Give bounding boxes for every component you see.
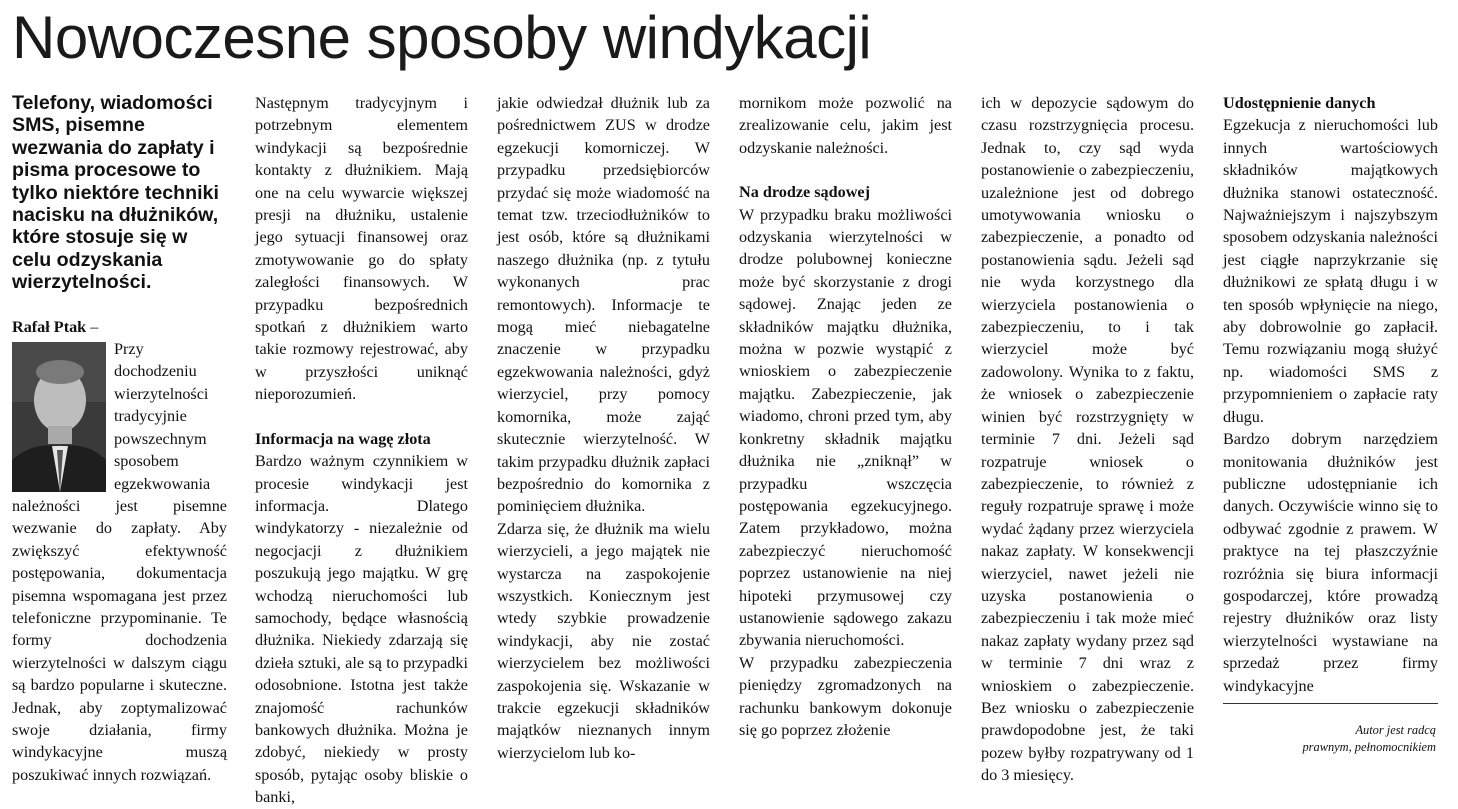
section-heading: Na drodze sądowej	[739, 183, 870, 202]
author-note-line-1: Autor jest radcą	[1355, 723, 1436, 737]
author-note-line-2: prawnym, pełnomocnikiem	[1302, 740, 1436, 754]
author-paragraph: Przy dochodzeniu wierzytelności tradycyjnie powszechnym sposobem egzekwowania należności jest pisemne wezwanie do zapłaty. Aby zwiększyć efektywność postępowania, dokumentacja pisemna wspomagana jest przez telefoniczne przypominanie. Te formy dochodzenia wierzytelności w dalszym ciągu są bardzo popularne i skuteczne. Jednak, aby zoptymalizować swoje działania, firmy windykacyjne muszą poszukiwać innych rozwiązań.	[12, 340, 227, 784]
paragraph: ich w depozycie sądowym do czasu rozstrzygnięcia procesu. Jednak to, czy sąd wyda postanowienie o zabezpieczeniu, uzależnione jest od dobrego umotywowania wniosku o zabezpieczenie, a ponadto od postanowienia sądu. Jeżeli sąd nie wyda korzystnego dla wierzyciela postanowienia o zabezpieczeniu, to i tak wierzyciel może być zadowolony. Wynika to z faktu, że wniosek o zabezpieczenie winien być rozstrzygnięty w terminie 7 dni. Jeżeli sąd rozpatruje wniosek o zabezpieczenie, to również z reguły rozpatruje sprawę i może wydać żądany przez wierzyciela nakaz zapłaty. W konsekwencji wierzyciel, nawet jeżeli nie uzyska postanowienia o zabezpieczeniu i tak może mieć nakaz zapłaty wydany przez sąd w terminie 7 dni wraz z wnioskiem o zabezpieczenie. Bez wniosku o zabezpieczenie prawdopodobne jest, że taki pozew byłby rozpatrywany od 1 do 3 miesięcy.	[981, 94, 1194, 785]
author-note	[1302, 722, 1436, 756]
author-name: Rafał Ptak	[12, 317, 87, 336]
column-1	[12, 92, 227, 786]
article-lead: Telefony, wiadomości SMS, pisemne wezwania do zapłaty i pisma procesowe to tylko niektóre techniki nacisku na dłużników, które stosuje się w celu odzyskania wierzytelności.	[12, 92, 219, 294]
author-dash: –	[86, 317, 99, 336]
column-5	[981, 92, 1194, 787]
paragraph: Bardzo ważnym czynnikiem w procesie windykacji jest informacja. Dlatego windykatorzy - niezależnie od negocjacji z dłużnikiem poszukują jego majątku. W grę wchodzą nieruchomości lub samochody, będące własnością dłużnika. Niekiedy zdarzają się dzieła sztuki, ale są to przypadki odosobnione. Istotna jest także znajomość rachunków bankowych dłużnika. Można je zdobyć, niekiedy w prosty sposób, pytając osoby bliskie o banki,	[255, 452, 468, 807]
paragraph: Następnym tradycyjnym i potrzebnym elementem windykacji są bezpośrednie kontakty z dłużnikiem. Mają one na celu wywarcie większej presji na dłużniku, ustalenie jego sytuacji finansowej oraz zmotywowanie go do spłaty zaległości finansowych. W przypadku bezpośrednich spotkań z dłużnikiem warto takie rozmowy rejestrować, aby w przyszłości uniknąć nieporozumień.	[255, 94, 468, 404]
paragraph: jakie odwiedzał dłużnik lub za pośrednictwem ZUS w drodze egzekucji komorniczej. W przypadku przedsiębiorców przydać się może wiadomość na temat tzw. trzeciodłużników to jest osób, które są dłużnikami naszego dłużnika (np. z tytułu wykonanych prac remontowych). Informacje te mogą mieć niebagatelne znaczenie w przypadku egzekwowania należności, gdyż wierzyciel, przy pomocy komornika, może zająć skutecznie wierzytelność. W takim przypadku dłużnik zapłaci bezpośrednio do komornika z pominięciem dłużnika.	[497, 94, 710, 516]
paragraph: Zdarza się, że dłużnik ma wielu wierzycieli, a jego majątek nie wystarcza na zaspokojenie wszystkich. Koniecznym jest wtedy szybkie prowadzenie windykacji, aby nie zostać wierzycielem bez możliwości zaspokojenia się. Wskazanie w trakcie egzekucji składników majątków nieznanych innym wierzycielom lub ko-	[497, 519, 710, 762]
column-2	[255, 92, 468, 809]
column-3	[497, 92, 710, 764]
article-title: Nowoczesne sposoby windykacji	[12, 4, 872, 71]
author-photo	[12, 342, 106, 492]
paragraph: mornikom może pozwolić na zrealizowanie celu, jakim jest odzyskanie należności.	[739, 94, 952, 157]
author-intro	[12, 316, 227, 338]
author-block	[12, 316, 227, 787]
paragraph: Bardzo dobrym narzędziem monitowania dłużników jest publiczne udostępnianie ich danych. Oczywiście winno się to odbywać zgodnie z prawem. W praktyce na tej płaszczyźnie rozróżnia się biura informacji gospodarczej, które prowadzą rejestry dłużników oraz listy wierzytelności wystawiane na sprzedaż przez firmy windykacyjne	[1223, 430, 1438, 695]
closing-rule	[1223, 703, 1438, 704]
column-6	[1223, 92, 1438, 704]
paragraph: W przypadku braku możliwości odzyskania wierzytelności w drodze polubownej konieczne może być skorzystanie z drogi sądowej. Znając jeden ze składników majątku dłużnika, można w pozwie wystąpić z wnioskiem o zabezpieczenie majątku. Zabezpieczenie, jak wiadomo, chroni przed tym, aby konkretny składnik majątku dłużnika nie „zniknął” w przypadku wszczęcia postępowania egzekucyjnego. Zatem przykładowo, można zabezpieczyć nieruchomość poprzez ustanowienie na niej hipoteki przymusowej czy ustanowienie sądowego zakazu zbywania nieruchomości.	[739, 205, 952, 650]
paragraph: W przypadku zabezpieczenia pieniędzy zgromadzonych na rachunku bankowym dokonuje się go poprzez złożenie	[739, 653, 952, 739]
paragraph: Egzekucja z nieruchomości lub innych wartościowych składników majątkowych dłużnika stanowi ostateczność. Najważniejszym i najszybszym sposobem odzyskania należności jest ciągłe naprzykrzanie się dłużnikowi ze spłatą długu i w ten sposób wpłynięcie na niego, aby dobrowolnie go zapłacił. Temu rozwiązaniu mogą służyć np. wiadomości SMS z przypomnieniem o zapłacie raty długu.	[1223, 116, 1438, 426]
section-heading: Udostępnienie danych	[1223, 94, 1376, 112]
column-4	[739, 92, 952, 741]
section-heading: Informacja na wagę złota	[255, 429, 431, 448]
